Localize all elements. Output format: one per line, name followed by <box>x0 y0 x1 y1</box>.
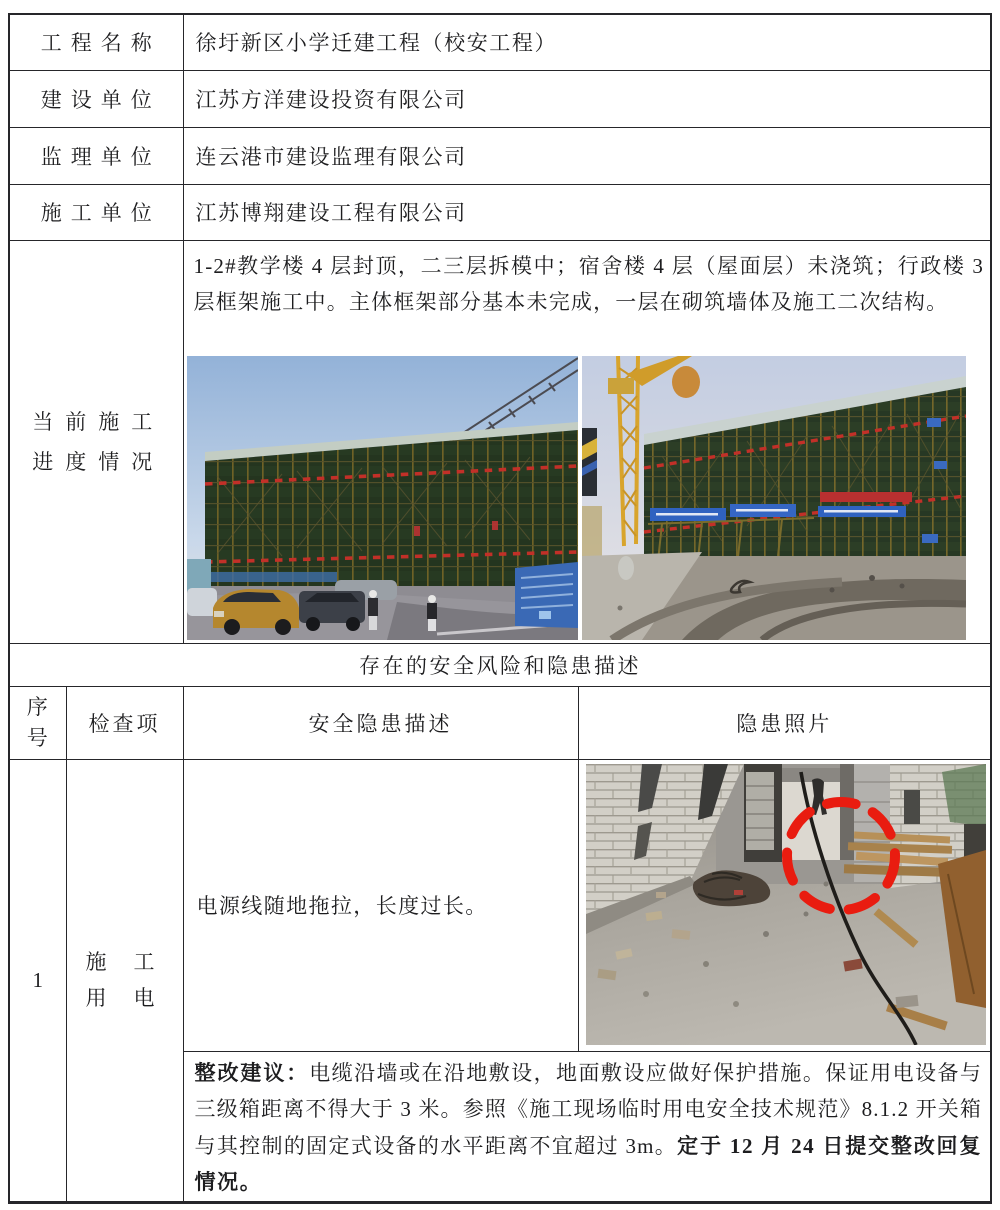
hazard-row-no: 1 <box>9 759 66 1202</box>
supervisor-value: 连云港市建设监理有限公司 <box>183 127 991 184</box>
suggestion-deadline: 定于 12 月 24 日提交整改回复情况。 <box>194 1133 982 1194</box>
supervisor-label: 监理单位 <box>9 127 183 184</box>
photo1-site-hut <box>187 559 211 591</box>
progress-label: 当前施工进度情况 <box>9 240 183 643</box>
progress-row <box>9 240 991 643</box>
contractor-label: 施工单位 <box>9 184 183 240</box>
suggestion-label: 整改建议： <box>194 1060 310 1085</box>
photo1-project-signboard <box>515 562 578 628</box>
col-header-description: 安全隐患描述 <box>183 686 578 759</box>
photo2-billboard <box>582 428 597 496</box>
project-name-value: 徐圩新区小学迁建工程（校安工程） <box>183 14 991 70</box>
hazard-block-stack <box>746 772 774 850</box>
hazard-row-1 <box>9 759 991 1051</box>
info-row-supervisor <box>9 127 991 184</box>
photo1-base-banner <box>207 572 337 582</box>
hazard-section-banner <box>9 643 991 686</box>
hazard-section-title: 存在的安全风险和隐患描述 <box>9 643 991 686</box>
suggestion-body: 电缆沿墙或在沿地敷设，地面敷设应做好保护措施。保证用电设备与三级箱距离不得大于 3 米。参照《施工现场临时用电安全技术规范》8.1.2 开关箱与其控制的固定式设备的水平距离不宜超过 3m。 <box>194 1060 983 1158</box>
progress-content-cell <box>183 240 991 643</box>
progress-photos <box>184 356 991 640</box>
progress-paragraph: 1-2#教学楼 4 层封顶，二三层拆模中；宿舍楼 4 层（屋面层）未浇筑；行政楼 3 层框架施工中。主体框架部分基本未完成，一层在砌筑墙体及施工二次结构。 <box>193 254 985 314</box>
col-header-no: 序号 <box>9 686 66 759</box>
info-row-project <box>9 14 991 70</box>
hazard-table-header <box>9 686 991 759</box>
hazard-row-item: 施工用电 <box>66 759 183 1202</box>
col-header-photo: 隐患照片 <box>578 686 991 759</box>
hazard-photo <box>586 764 986 1045</box>
photo2-red-banner <box>820 492 912 502</box>
photo2-ground <box>582 552 966 640</box>
col-header-item: 检查项 <box>66 686 183 759</box>
hazard-row-description: 电源线随地拖拉，长度过长。 <box>183 759 578 1051</box>
contractor-value: 江苏博翔建设工程有限公司 <box>183 184 991 240</box>
progress-photo-1 <box>187 356 578 640</box>
info-row-builder <box>9 70 991 127</box>
progress-photo-2 <box>582 356 966 640</box>
suggestion-cell <box>183 1051 991 1202</box>
project-name-label: 工程名称 <box>9 14 183 70</box>
builder-value: 江苏方洋建设投资有限公司 <box>183 70 991 127</box>
info-row-contractor <box>9 184 991 240</box>
hazard-photo-cell <box>578 759 991 1051</box>
inspection-report-table <box>8 13 992 1204</box>
builder-label: 建设单位 <box>9 70 183 127</box>
